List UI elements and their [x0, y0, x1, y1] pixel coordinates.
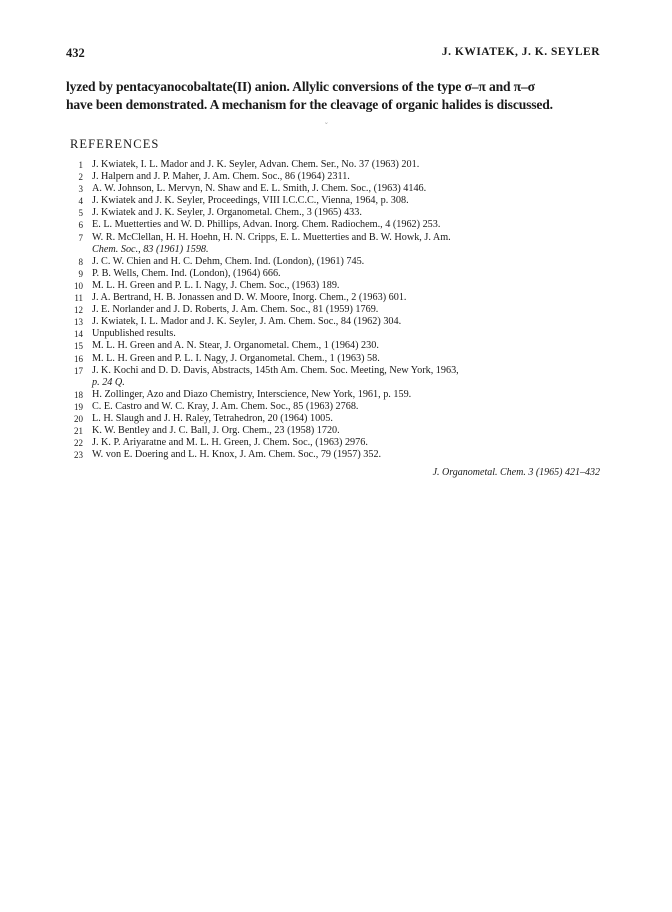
reference-item: [70, 232, 610, 256]
reference-text: M. L. H. Green and P. L. I. Nagy, J. Chem. Soc., (1963) 189.: [92, 279, 340, 291]
reference-text: J. Halpern and J. P. Maher, J. Am. Chem. Soc., 86 (1964) 2311.: [92, 171, 350, 183]
abstract-line: have been demonstrated. A mechanism for the cleavage of organic halides is discussed.: [66, 97, 553, 112]
page-header: [66, 46, 600, 64]
reference-number: 20: [74, 413, 83, 424]
reference-item: [70, 425, 610, 437]
reference-number: 19: [74, 401, 83, 412]
reference-item: [70, 292, 610, 304]
reference-continuation: p. 24 Q.: [92, 376, 125, 388]
reference-item: [70, 219, 610, 231]
abstract-text: [66, 78, 600, 114]
reference-number: 9: [78, 268, 83, 279]
reference-item: [70, 207, 610, 219]
reference-text: J. C. W. Chien and H. C. Dehm, Chem. Ind. (London), (1961) 745.: [92, 255, 365, 267]
reference-item: [70, 340, 610, 352]
reference-number: 2: [78, 172, 83, 183]
reference-number: 11: [74, 293, 83, 304]
reference-number: 21: [74, 426, 83, 437]
section-mark: ˘: [325, 121, 328, 130]
reference-item: [70, 256, 610, 268]
reference-item: [70, 268, 610, 280]
journal-footer: J. Organometal. Chem. 3 (1965) 421–432: [432, 467, 600, 478]
reference-item: [70, 437, 610, 449]
page-number: 432: [66, 46, 85, 60]
reference-item: [70, 401, 610, 413]
references-list: [70, 159, 610, 461]
running-head: J. KWIATEK, J. K. SEYLER: [441, 46, 600, 58]
reference-text: L. H. Slaugh and J. H. Raley, Tetrahedron, 20 (1964) 1005.: [92, 412, 333, 424]
reference-number: 6: [78, 220, 83, 231]
reference-text: K. W. Bentley and J. C. Ball, J. Org. Chem., 23 (1958) 1720.: [92, 425, 340, 437]
reference-text: J. Kwiatek and J. K. Seyler, J. Organometal. Chem., 3 (1965) 433.: [92, 207, 362, 219]
reference-text: C. E. Castro and W. C. Kray, J. Am. Chem. Soc., 85 (1963) 2768.: [92, 400, 359, 412]
reference-item: [70, 413, 610, 425]
reference-item: [70, 365, 610, 389]
reference-text: P. B. Wells, Chem. Ind. (London), (1964) 666.: [92, 267, 281, 279]
references-heading: REFERENCES: [70, 137, 160, 151]
reference-number: 8: [78, 256, 83, 267]
reference-text: J. K. Kochi and D. D. Davis, Abstracts, 145th Am. Chem. Soc. Meeting, New York, 1963,: [92, 364, 459, 376]
reference-number: 13: [74, 317, 83, 328]
reference-text: H. Zollinger, Azo and Diazo Chemistry, Interscience, New York, 1961, p. 159.: [92, 388, 412, 400]
reference-number: 10: [74, 280, 83, 291]
reference-item: [70, 316, 610, 328]
reference-text: W. R. McClellan, H. H. Hoehn, H. N. Cripps, E. L. Muetterties and B. W. Howk, J. Am.: [92, 231, 451, 243]
reference-item: [70, 449, 610, 461]
reference-text: J. Kwiatek, I. L. Mador and J. K. Seyler, Advan. Chem. Ser., No. 37 (1963) 201.: [92, 159, 420, 170]
reference-number: 15: [74, 341, 83, 352]
reference-number: 4: [78, 196, 83, 207]
reference-item: [70, 304, 610, 316]
reference-text: J. K. P. Ariyaratne and M. L. H. Green, J. Chem. Soc., (1963) 2976.: [92, 437, 368, 449]
reference-text: E. L. Muetterties and W. D. Phillips, Advan. Inorg. Chem. Radiochem., 4 (1962) 253.: [92, 219, 441, 231]
reference-number: 23: [74, 450, 83, 461]
reference-number: 17: [74, 365, 83, 376]
reference-text: M. L. H. Green and A. N. Stear, J. Organometal. Chem., 1 (1964) 230.: [92, 340, 379, 352]
reference-number: 16: [74, 353, 83, 364]
reference-text: J. E. Norlander and J. D. Roberts, J. Am. Chem. Soc., 81 (1959) 1769.: [92, 304, 379, 316]
reference-item: [70, 389, 610, 401]
reference-text: J. Kwiatek, I. L. Mador and J. K. Seyler, J. Am. Chem. Soc., 84 (1962) 304.: [92, 316, 402, 328]
reference-text: J. A. Bertrand, H. B. Jonassen and D. W. Moore, Inorg. Chem., 2 (1963) 601.: [92, 292, 407, 304]
reference-number: 7: [78, 232, 83, 243]
reference-text: Unpublished results.: [92, 328, 176, 340]
reference-continuation: Chem. Soc., 83 (1961) 1598.: [92, 243, 209, 255]
reference-number: 5: [78, 208, 83, 219]
reference-number: 1: [78, 160, 83, 170]
reference-item: [70, 183, 610, 195]
reference-text: W. von E. Doering and L. H. Knox, J. Am. Chem. Soc., 79 (1957) 352.: [92, 449, 382, 461]
reference-number: 18: [74, 389, 83, 400]
reference-item: [70, 159, 610, 171]
reference-text: A. W. Johnson, L. Mervyn, N. Shaw and E. L. Smith, J. Chem. Soc., (1963) 4146.: [92, 183, 427, 195]
reference-item: [70, 353, 610, 365]
reference-number: 22: [74, 438, 83, 449]
reference-number: 14: [74, 329, 83, 340]
reference-number: 12: [74, 305, 83, 316]
reference-item: [70, 171, 610, 183]
reference-number: 3: [78, 184, 83, 195]
abstract-line: lyzed by pentacyanocobaltate(II) anion. Allylic conversions of the type σ–π and π–σ: [66, 79, 535, 94]
reference-item: [70, 195, 610, 207]
reference-text: J. Kwiatek and J. K. Seyler, Proceedings, VIII I.C.C.C., Vienna, 1964, p. 308.: [92, 195, 409, 207]
reference-item: [70, 328, 610, 340]
reference-text: M. L. H. Green and P. L. I. Nagy, J. Organometal. Chem., 1 (1963) 58.: [92, 352, 380, 364]
reference-item: [70, 280, 610, 292]
